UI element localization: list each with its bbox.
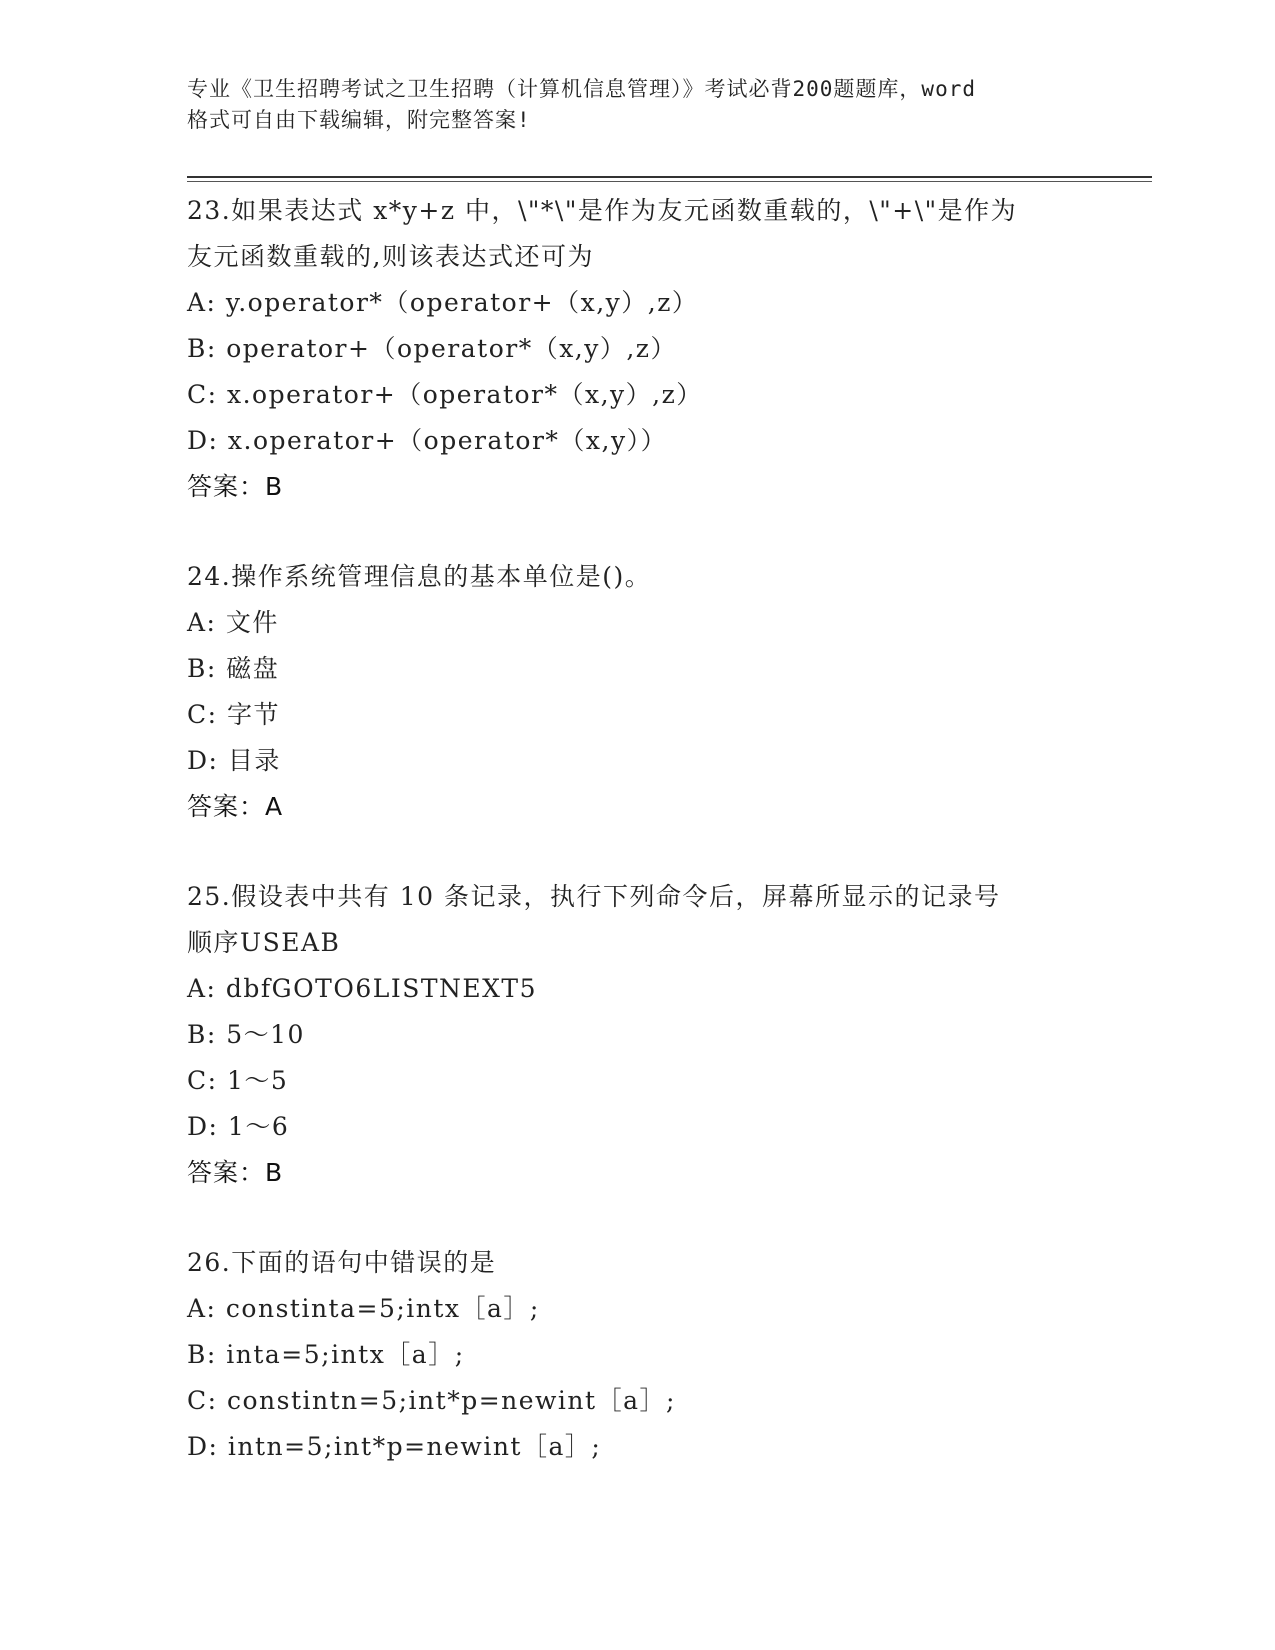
option-a: A: y.operator*（operator+（x,y）,z） bbox=[187, 288, 699, 317]
question-stem-line-1: 23.如果表达式 x*y+z 中，\"*\"是作为友元函数重载的，\"+\"是作为 bbox=[187, 196, 1018, 225]
question-23 bbox=[187, 188, 1087, 510]
option-c: C: 1～5 bbox=[187, 1066, 289, 1095]
option-b: B: inta=5;intx［a］; bbox=[187, 1340, 465, 1369]
question-24 bbox=[187, 554, 1087, 830]
option-c: C: 字节 bbox=[187, 700, 280, 729]
question-25 bbox=[187, 874, 1087, 1196]
document-header bbox=[187, 74, 1087, 136]
option-d: D: intn=5;int*p=newint［a］; bbox=[187, 1432, 602, 1461]
option-d: D: 1～6 bbox=[187, 1112, 290, 1141]
answer-line: 答案：B bbox=[187, 1158, 284, 1187]
option-a: A: constinta=5;intx［a］; bbox=[187, 1294, 540, 1323]
option-b: B: operator+（operator*（x,y）,z） bbox=[187, 334, 677, 363]
header-line-1: 专业《卫生招聘考试之卫生招聘（计算机信息管理）》考试必背200题题库，word bbox=[187, 77, 976, 101]
question-stem-line-2: 顺序USEAB bbox=[187, 928, 341, 957]
header-line-2: 格式可自由下载编辑，附完整答案! bbox=[187, 108, 531, 132]
question-26 bbox=[187, 1240, 1087, 1470]
option-a: A: 文件 bbox=[187, 608, 279, 637]
option-a: A: dbfGOTO6LISTNEXT5 bbox=[187, 974, 538, 1003]
option-d: D: x.operator+（operator*（x,y）） bbox=[187, 426, 668, 455]
question-stem-line-1: 24.操作系统管理信息的基本单位是()。 bbox=[187, 562, 652, 591]
option-b: B: 5～10 bbox=[187, 1020, 305, 1049]
question-stem-line-1: 26.下面的语句中错误的是 bbox=[187, 1248, 497, 1277]
answer-line: 答案：A bbox=[187, 792, 284, 821]
question-stem-line-1: 25.假设表中共有 10 条记录，执行下列命令后，屏幕所显示的记录号 bbox=[187, 882, 1001, 911]
answer-line: 答案：B bbox=[187, 472, 284, 501]
question-stem-line-2: 友元函数重载的,则该表达式还可为 bbox=[187, 242, 594, 271]
option-d: D: 目录 bbox=[187, 746, 281, 775]
question-list bbox=[187, 188, 1087, 1514]
option-b: B: 磁盘 bbox=[187, 654, 280, 683]
option-c: C: x.operator+（operator*（x,y）,z） bbox=[187, 380, 703, 409]
option-c: C: constintn=5;int*p=newint［a］; bbox=[187, 1386, 676, 1415]
header-divider-thin bbox=[187, 181, 1152, 182]
header-divider-thick bbox=[187, 176, 1152, 178]
